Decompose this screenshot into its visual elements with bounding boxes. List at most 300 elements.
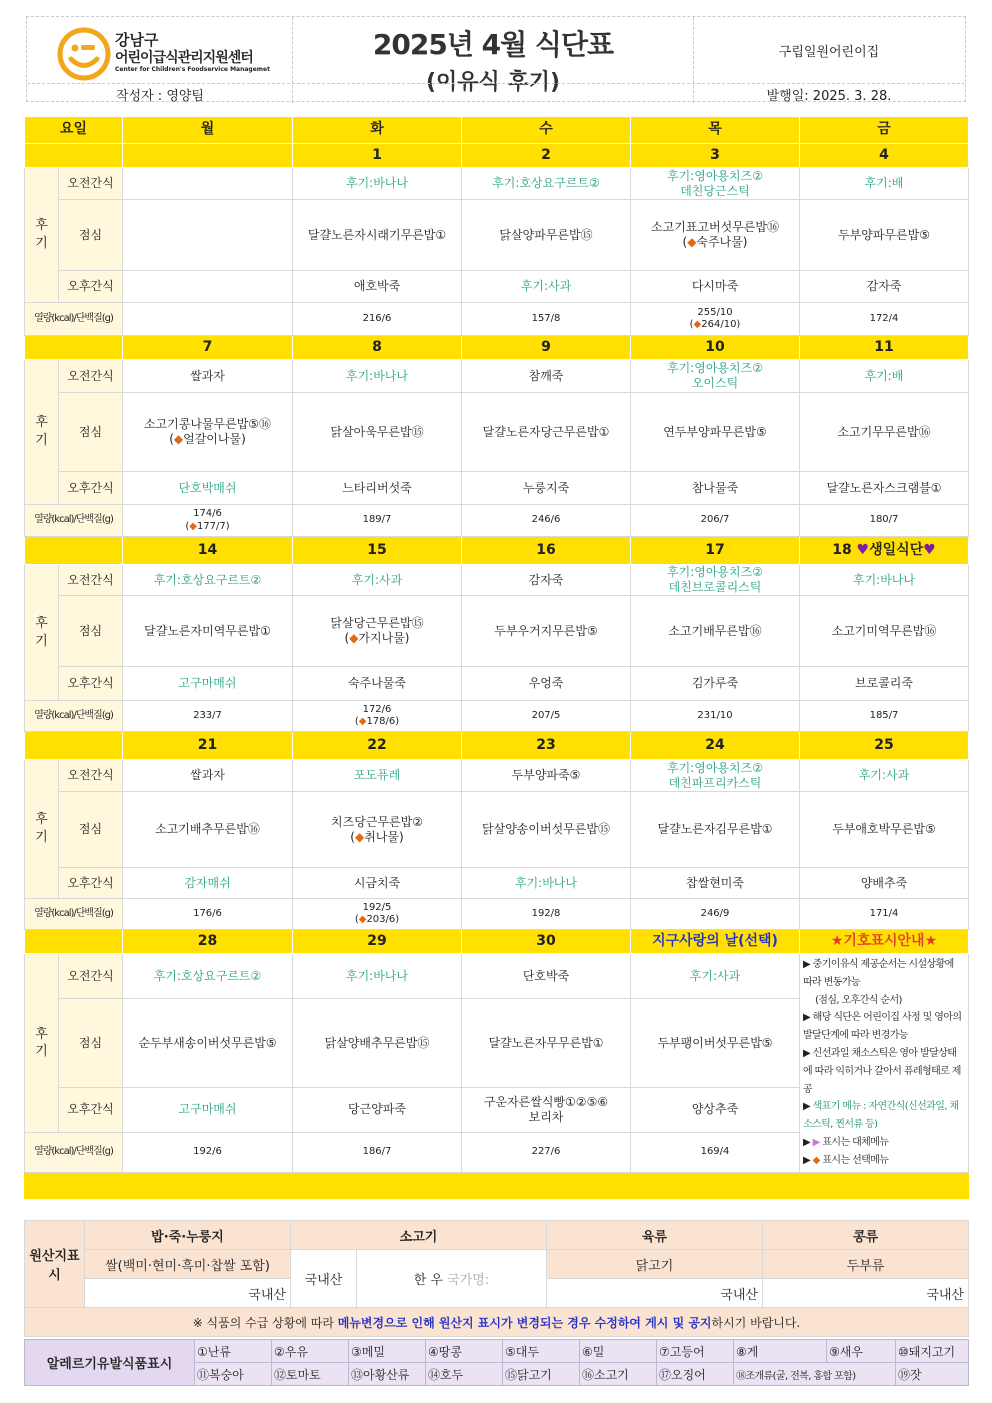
date-cell (293, 144, 462, 168)
nutrition-cell (123, 899, 293, 930)
allergy-item: ⑯소고기 (580, 1363, 657, 1386)
allergy-item: ⑭호두 (426, 1363, 503, 1386)
stage-label (25, 168, 59, 303)
menu-item-text: 닭살양송이버섯무른밥⑮ (482, 822, 610, 836)
stage-text: 후기 (35, 1026, 48, 1060)
meal-pm-cell (462, 667, 631, 701)
origin-beef-hint: 국가명: (447, 1273, 490, 1288)
date-cell (462, 732, 631, 760)
meal-lunch-cell (293, 393, 462, 472)
menu-item-text: 보리차 (528, 1109, 564, 1124)
date-cell (462, 537, 631, 565)
arrow-icon: ▶ (803, 959, 813, 970)
meal-pm-cell (293, 1087, 462, 1132)
birthday-label: 생일식단 (869, 541, 924, 558)
menu-item-text: 180/7 (869, 514, 899, 526)
menu-item-text: 닭살당근무른밥⑮ (330, 616, 424, 630)
meal-am-cell (293, 168, 462, 200)
alt-menu-text: (◆취나물) (350, 829, 404, 844)
menu-item-text: 소고기배추무른밥⑯ (155, 822, 260, 836)
slot-label-lunch (59, 596, 123, 667)
alt-menu-text: (◆얼갈이나물) (169, 432, 246, 446)
menu-item-text: 후기:사과 (520, 279, 572, 293)
menu-item-text: 후기:호상요구르트② (492, 176, 600, 190)
alt-menu-text: (◆177/7) (185, 520, 230, 532)
meal-lunch-cell (800, 596, 969, 667)
week-date-spacer (25, 930, 123, 954)
meal-am-cell (123, 954, 293, 999)
slot-label-am (59, 168, 123, 200)
diamond-icon: ◆ (189, 520, 197, 532)
org-name-line2: 어린이급식관리지원센터 (115, 50, 253, 66)
legend-text: 중기이유식 제공순서는 시설상황에 따라 변동가능 (803, 959, 954, 988)
meal-pm-cell (800, 667, 969, 701)
nutrition-cell (800, 505, 969, 537)
menu-item-text: 233/7 (193, 709, 222, 721)
allergy-item: ⑨새우 (827, 1340, 896, 1363)
menu-item-text: 데친파프리카스틱 (668, 775, 762, 790)
meal-am-cell (631, 360, 800, 393)
menu-item-text: 달걀노른자스크램블① (826, 480, 942, 495)
nutrition-cell (800, 899, 969, 930)
nutrition-text: 열량(kcal)/단백질(g) (34, 907, 113, 919)
legend-text: 해당 식단은 어린이집 사정 및 영아의 발달단계에 따라 변경가능 (803, 1012, 962, 1042)
author-label: 작성자 : 영양팀 (116, 89, 204, 104)
slot-label-am (59, 360, 123, 393)
menu-table (24, 116, 969, 1199)
menu-item-text: 달걀노른자시래기무른밥① (307, 227, 447, 242)
meal-pm-cell (462, 1087, 631, 1132)
menu-item-text: 172/6 (362, 703, 392, 715)
diamond-icon: ◆ (349, 631, 359, 645)
meal-lunch-cell (462, 393, 631, 472)
heart-icon: ♥ (923, 541, 936, 558)
date-text: 18 (832, 541, 852, 558)
meal-lunch-cell (462, 200, 631, 271)
menu-item-text: 후기:영아용치즈② (667, 361, 763, 375)
arrow-icon: ▶ (803, 1012, 813, 1024)
meal-lunch-cell (123, 200, 293, 271)
date-text: 15 (367, 541, 387, 558)
nutrition-cell (123, 1133, 293, 1172)
meal-am-cell (800, 360, 969, 393)
menu-item-text: 김가루죽 (691, 676, 739, 690)
date-cell (462, 930, 631, 954)
menu-item-text: 207/5 (531, 709, 561, 721)
stage-label (25, 360, 59, 505)
star-icon: ★ (924, 932, 938, 949)
menu-item-text: 두부애호박무른밥⑤ (832, 822, 936, 836)
nutrition-cell (293, 701, 462, 732)
heart-icon: ♥ (851, 541, 870, 558)
date-cell (631, 336, 800, 360)
meal-lunch-cell (800, 393, 969, 472)
menu-item-text: 달걀노른자미역무른밥① (144, 623, 271, 638)
origin-meat-item: 닭고기 (547, 1250, 763, 1279)
menu-item-text: 단호박매쉬 (178, 480, 237, 495)
legend-text: 색표기 메뉴 : 자연간식(신선과일, 채소스틱, 찐서류 등) (803, 1101, 959, 1131)
menu-item-text: 쌀과자 (190, 768, 225, 782)
allergy-item: ⑫토마토 (272, 1363, 349, 1386)
diamond-icon: ◆ (173, 432, 184, 446)
meal-lunch-cell (462, 999, 631, 1087)
stage-text: 후기 (35, 218, 48, 251)
date-cell (800, 144, 969, 168)
day-col-text: 요일 (59, 121, 88, 138)
menu-item-text: 후기:배 (864, 368, 904, 383)
origin-col-beef: 소고기 (291, 1221, 547, 1250)
arrow-icon: ▶ (803, 1047, 813, 1059)
nutrition-cell (123, 303, 293, 336)
meal-pm-cell (293, 868, 462, 899)
slot-text: 오전간식 (67, 572, 114, 587)
slot-label-am (59, 760, 123, 792)
meal-am-cell (293, 360, 462, 393)
date-cell (293, 732, 462, 760)
org-name-english: Center for Children's Foodservice Managemet (115, 66, 270, 73)
meal-am-cell (800, 168, 969, 200)
legend-title-cell (800, 930, 969, 954)
menu-item-text: 246/9 (700, 907, 730, 919)
meal-am-cell (293, 954, 462, 999)
menu-item-text: 192/5 (362, 901, 392, 913)
slot-text: 점심 (78, 227, 103, 242)
weekday-text: 화 (370, 121, 384, 138)
date-text: 23 (536, 736, 556, 753)
allergy-item: ①난류 (195, 1340, 272, 1363)
slot-label-pm (59, 472, 123, 505)
meal-lunch-cell (800, 200, 969, 271)
menu-item-text: 감자죽 (528, 572, 564, 587)
smile-logo-icon (57, 27, 111, 81)
meal-pm-cell (462, 271, 631, 303)
date-cell (800, 537, 969, 565)
header-school-cell (693, 17, 965, 103)
nutrition-text: 열량(kcal)/단백질(g) (34, 514, 113, 526)
meal-lunch-cell (123, 999, 293, 1087)
slot-text: 오후간식 (67, 279, 114, 293)
stage-label (25, 565, 59, 701)
menu-item-text: 찹쌀현미죽 (686, 875, 744, 890)
origin-meat-domestic: 국내산 (547, 1279, 763, 1308)
meal-lunch-cell (631, 393, 800, 472)
legend-line (803, 1045, 965, 1098)
diamond-icon: ◆ (358, 914, 367, 925)
slot-label-lunch (59, 999, 123, 1087)
nutrition-cell (123, 505, 293, 537)
menu-item-text: 숙주나물죽 (348, 676, 406, 690)
menu-item-text: 브로콜리죽 (855, 676, 913, 690)
legend-box (800, 954, 969, 1173)
meal-am-cell (800, 565, 969, 596)
week-date-spacer (25, 732, 123, 760)
meal-am-cell (462, 760, 631, 792)
origin-label: 원산지표시 (25, 1221, 85, 1308)
slot-text: 오후간식 (67, 1102, 114, 1117)
week-date-spacer (25, 537, 123, 565)
meal-lunch-cell (293, 999, 462, 1087)
meal-pm-cell (462, 472, 631, 505)
menu-item-text: 후기:영아용치즈② (667, 168, 763, 183)
meal-lunch-cell (293, 200, 462, 271)
nutrition-cell (631, 505, 800, 537)
date-cell (631, 732, 800, 760)
star-icon: ★ (830, 932, 844, 949)
menu-item-text: 소고기무무른밥⑯ (837, 424, 931, 439)
date-cell (631, 930, 800, 954)
menu-item-text: 닭살아욱무른밥⑮ (330, 424, 424, 439)
date-text: 1 (372, 146, 382, 163)
meal-pm-cell (123, 868, 293, 899)
meal-am-cell (462, 954, 631, 999)
date-text: 16 (536, 541, 556, 558)
page-title: 2025년 4월 식단표 (372, 28, 614, 61)
menu-item-text: 우엉죽 (528, 676, 564, 690)
menu-item-text: 고구마매쉬 (178, 676, 237, 690)
meal-lunch-cell (631, 596, 800, 667)
date-text: 8 (372, 338, 382, 355)
date-cell (631, 537, 800, 565)
nutrition-cell (800, 303, 969, 336)
meal-pm-cell (293, 271, 462, 303)
date-cell (462, 336, 631, 360)
origin-rice-desc: 쌀(백미·현미·흑미·찹쌀 포함) (85, 1250, 291, 1279)
week-date-spacer (25, 336, 123, 360)
date-text: 지구사랑의 날(선택) (652, 932, 778, 949)
menu-item-text: 227/6 (531, 1146, 561, 1158)
nutrition-cell (123, 701, 293, 732)
menu-item-text: 닭살양파무른밥⑮ (499, 227, 593, 242)
nutrition-label (25, 701, 123, 732)
nutrition-label (25, 505, 123, 537)
date-text: 24 (705, 736, 725, 753)
menu-item-text: 246/6 (531, 514, 561, 526)
allergy-item: ⑧게 (734, 1340, 827, 1363)
diamond-icon: ◆ (358, 716, 367, 727)
origin-col-rice: 밥·죽·누룽지 (85, 1221, 291, 1250)
date-text: 29 (367, 932, 387, 949)
slot-text: 점심 (78, 424, 103, 439)
slot-text: 오후간식 (67, 676, 114, 690)
weekday-text: 월 (200, 121, 215, 138)
meal-lunch-cell (462, 792, 631, 868)
slot-label-pm (59, 1087, 123, 1132)
nutrition-label (25, 1133, 123, 1172)
menu-item-text: 당근양파죽 (348, 1102, 406, 1117)
menu-item-text: 후기:호상요구르트② (153, 572, 262, 587)
meal-am-cell (631, 954, 800, 999)
menu-item-text: 참나물죽 (691, 480, 739, 495)
page-subtitle: (이유식 후기) (425, 70, 561, 95)
menu-item-text: 소고기배무른밥⑯ (668, 623, 762, 638)
legend-line (803, 1098, 965, 1134)
date-cell (293, 537, 462, 565)
origin-bean-domestic: 국내산 (763, 1279, 969, 1308)
menu-item-text: 치즈당근무른밥② (331, 814, 423, 829)
meal-lunch-cell (123, 792, 293, 868)
alt-menu-text: (◆203/6) (354, 914, 400, 925)
menu-item-text: 데친당근스틱 (680, 183, 750, 198)
legend-line (803, 956, 965, 992)
menu-item-text: 192/6 (193, 1146, 222, 1158)
meal-pm-cell (631, 868, 800, 899)
meal-lunch-cell (800, 792, 969, 868)
meal-pm-cell (123, 271, 293, 303)
date-cell (123, 336, 293, 360)
legend-line (803, 1134, 965, 1152)
slot-text: 점심 (78, 623, 103, 638)
org-name-line1: 강남구 (115, 31, 159, 49)
alt-menu-text: (◆가지나물) (344, 631, 410, 645)
nutrition-text: 열량(kcal)/단백질(g) (34, 709, 113, 721)
allergy-item: ⑩돼지고기 (896, 1340, 969, 1363)
meal-pm-cell (293, 667, 462, 701)
menu-item-text: 연두부양파무른밥⑤ (663, 424, 767, 439)
date-cell (800, 336, 969, 360)
legend-line (803, 1152, 965, 1170)
meal-pm-cell (800, 271, 969, 303)
weekday-text: 수 (539, 121, 553, 138)
menu-item-text: 순두부새송이버섯무른밥⑤ (138, 1035, 277, 1050)
meal-pm-cell (800, 472, 969, 505)
menu-item-text: 다시마죽 (691, 279, 739, 293)
allergy-item: ⑥밀 (580, 1340, 657, 1363)
nutrition-cell (293, 303, 462, 336)
slot-label-lunch (59, 200, 123, 271)
nutrition-text: 열량(kcal)/단백질(g) (34, 1146, 113, 1158)
slot-text: 오전간식 (67, 768, 114, 782)
nutrition-cell (631, 899, 800, 930)
nutrition-cell (800, 701, 969, 732)
date-text: 30 (536, 932, 556, 949)
menu-item-text: 후기:바나나 (514, 875, 577, 890)
allergy-item: ⑪복숭아 (195, 1363, 272, 1386)
alt-menu-text: (◆264/10) (689, 319, 741, 330)
menu-item-text: 192/8 (531, 907, 561, 919)
nutrition-label (25, 899, 123, 930)
menu-item-text: 174/6 (193, 508, 222, 519)
menu-item-text: 데친브로콜리스틱 (668, 580, 762, 594)
date-cell (462, 144, 631, 168)
allergy-item: ⑱조개류(굴, 전복, 홍합 포함) (734, 1363, 896, 1386)
slot-text: 점심 (78, 822, 103, 836)
slot-label-pm (59, 868, 123, 899)
menu-item-text: 후기:사과 (351, 572, 403, 587)
week-date-spacer (25, 144, 123, 168)
diamond-icon: ◆ (354, 829, 365, 844)
menu-item-text: 157/8 (531, 312, 561, 324)
menu-item-text: 포도퓨레 (353, 768, 401, 782)
menu-item-text: 소고기미역무른밥⑯ (831, 623, 937, 638)
slot-text: 오전간식 (67, 968, 114, 983)
origin-beef-domestic: 국내산 (291, 1250, 357, 1308)
menu-item-text: 후기:영아용치즈② (667, 760, 763, 775)
menu-item-text: 176/6 (193, 907, 222, 919)
date-cell (123, 537, 293, 565)
weekday-header (800, 117, 969, 144)
allergy-item: ⑦고등어 (657, 1340, 734, 1363)
date-text: 11 (874, 338, 894, 355)
menu-item-text: 쌀과자 (190, 368, 225, 383)
meal-pm-cell (631, 271, 800, 303)
menu-item-text: 두부우거지무른밥⑤ (494, 623, 598, 638)
origin-note: ※ 식품의 수급 상황에 따라 메뉴변경으로 인해 원산지 표시가 변경되는 경우 수정하여 게시 및 공지하시기 바랍니다. (25, 1308, 969, 1337)
menu-item-text: 두부양파죽⑤ (511, 768, 581, 782)
nutrition-cell (293, 899, 462, 930)
menu-item-text: 오이스틱 (691, 376, 739, 390)
meal-am-cell (462, 565, 631, 596)
origin-rice-domestic: 국내산 (85, 1279, 291, 1308)
date-text: 4 (879, 146, 889, 163)
meal-am-cell (631, 565, 800, 596)
slot-label-lunch (59, 792, 123, 868)
menu-item-text: 후기:배 (864, 176, 904, 190)
allergy-table (24, 1339, 969, 1386)
diamond-icon: ◆ (687, 235, 697, 249)
menu-item-text: 누룽지죽 (522, 480, 570, 495)
allergy-item: ⑲잣 (896, 1363, 969, 1386)
triangle-icon: ▶ (812, 1136, 823, 1148)
nutrition-cell (462, 899, 631, 930)
legend-text: (점심, 오후간식 순서) (815, 994, 902, 1006)
arrow-icon: ▶ (803, 1154, 813, 1166)
meal-am-cell (123, 360, 293, 393)
date-text: 14 (197, 541, 218, 558)
allergy-item: ②우유 (272, 1340, 349, 1363)
menu-item-text: 두부양파무른밥⑤ (838, 227, 930, 242)
menu-item-text: 189/7 (362, 514, 392, 526)
date-cell (293, 930, 462, 954)
date-cell (123, 930, 293, 954)
nutrition-cell (293, 1133, 462, 1172)
date-text: 17 (705, 541, 725, 558)
meal-am-cell (462, 360, 631, 393)
date-text: 9 (541, 338, 551, 355)
meal-am-cell (631, 760, 800, 792)
date-cell (123, 732, 293, 760)
meal-lunch-cell (293, 792, 462, 868)
menu-item-text: 구운자른쌀식빵①②⑤⑥ (483, 1094, 609, 1109)
menu-item-text: 후기:바나나 (345, 968, 408, 983)
weekday-text: 목 (708, 121, 722, 138)
legend-text: 신선과일 채소스틱은 영아 발달상태에 따라 익히거나 갈아서 퓨레형태로 제공 (803, 1047, 961, 1095)
menu-item-text: 시금치죽 (353, 875, 401, 890)
slot-text: 점심 (78, 1035, 103, 1050)
date-cell (800, 732, 969, 760)
meal-lunch-cell (631, 792, 800, 868)
menu-item-text: 172/4 (869, 312, 899, 324)
menu-item-text: 소고기콩나물무른밥⑤⑯ (143, 417, 272, 431)
arrow-icon: ▶ (803, 1136, 813, 1148)
menu-item-text: 애호박죽 (353, 279, 401, 293)
menu-item-text: 206/7 (700, 514, 730, 526)
allergy-item: ⑤대두 (503, 1340, 580, 1363)
alt-menu-text: (◆178/6) (354, 716, 400, 727)
weekday-header (631, 117, 800, 144)
slot-label-am (59, 565, 123, 596)
allergy-item: ③메밀 (349, 1340, 426, 1363)
stage-text: 후기 (35, 812, 48, 845)
menu-item-text: 달걀노른자무무른밥① (488, 1035, 604, 1050)
menu-item-text: 닭살양배추무른밥⑮ (324, 1035, 430, 1050)
meal-pm-cell (631, 472, 800, 505)
menu-item-text: 186/7 (362, 1146, 392, 1158)
origin-beef-grade: 한 우 국가명: (357, 1250, 547, 1308)
nutrition-cell (462, 1133, 631, 1172)
menu-item-text: 달걀노른자김무른밥① (657, 822, 773, 836)
date-text: 7 (202, 338, 213, 355)
menu-item-text: 감자죽 (866, 279, 902, 293)
